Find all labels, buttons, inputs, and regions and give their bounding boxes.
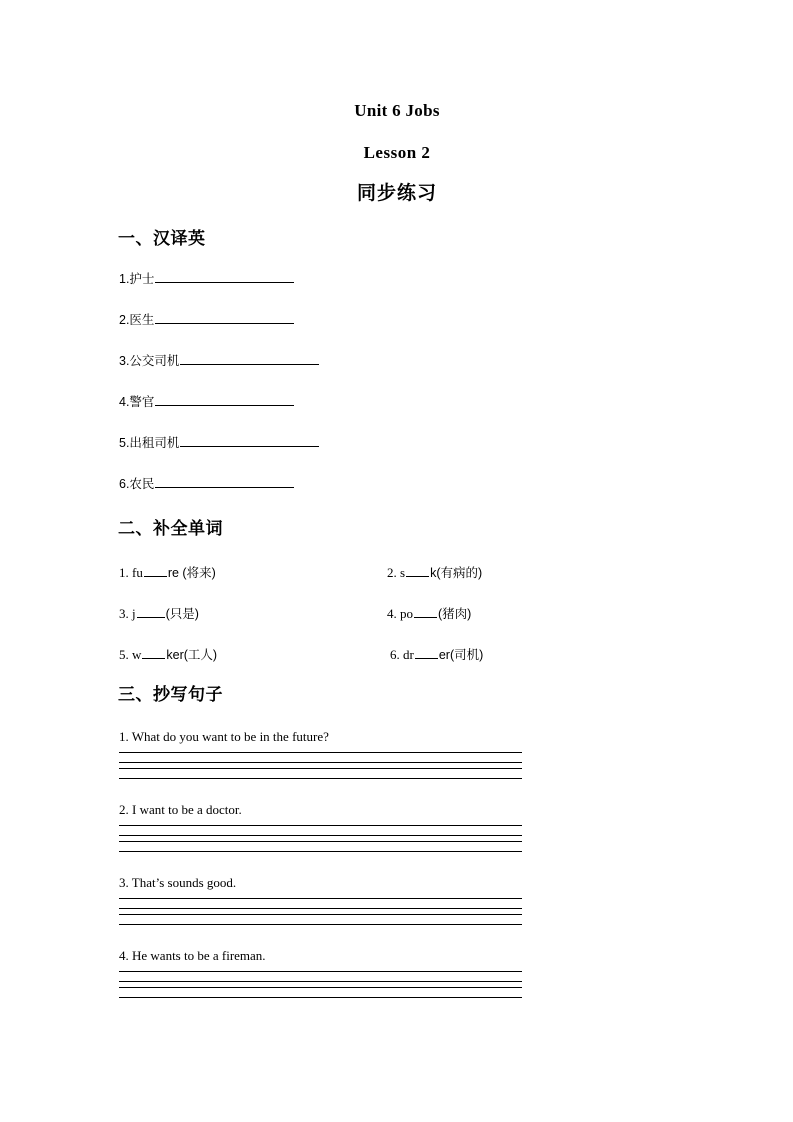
list-item [119,475,519,516]
word-item-prefix: w [132,647,142,662]
title-block [118,100,676,206]
writing-lines[interactable] [119,898,522,925]
section-heading-translate: 一、汉译英 [118,229,206,248]
word-item-number: 3. [119,606,132,621]
word-item-number: 4. [387,606,400,621]
writing-line[interactable] [119,914,522,915]
writing-line-pair [119,841,522,852]
section-heading-copy-sentences: 三、抄写句子 [118,685,223,704]
writing-line[interactable] [119,762,522,763]
writing-lines[interactable] [119,825,522,852]
word-item-1 [119,565,216,581]
translation-item-label: 4.警官 [119,395,155,409]
word-item-suffix: (猪肉) [438,607,472,621]
writing-line-pair [119,987,522,998]
lesson-title: Lesson 2 [363,143,431,162]
word-item-suffix: er(司机) [438,648,484,662]
word-row [119,647,679,688]
writing-line[interactable] [119,908,522,909]
writing-line-pair [119,768,522,779]
answer-blank[interactable] [155,270,294,283]
word-item-suffix: (只是) [165,607,199,621]
word-blank[interactable] [414,606,437,618]
word-item-number: 5. [119,647,132,662]
page-title: Unit 6 Jobs [354,101,440,120]
writing-lines[interactable] [119,971,522,998]
list-item [119,393,519,434]
translation-list [119,270,519,516]
writing-line[interactable] [119,898,522,899]
writing-lines[interactable] [119,752,522,779]
writing-line[interactable] [119,971,522,972]
word-row [119,606,679,647]
translation-item-label: 6.农民 [119,477,155,491]
word-item-6 [390,647,483,663]
word-row [119,565,679,606]
writing-line[interactable] [119,997,522,998]
word-item-number: 1. [119,565,132,580]
word-blank[interactable] [406,565,429,577]
list-item [119,270,519,311]
answer-blank[interactable] [155,393,294,406]
copy-sentence-block [119,875,523,925]
answer-blank[interactable] [180,434,319,447]
translation-item-label: 1.护士 [119,272,155,286]
word-blank[interactable] [137,606,165,618]
word-item-suffix: ker(工人) [166,648,218,662]
list-item [119,434,519,475]
writing-line-pair [119,898,522,909]
copy-sentence-text: 4. He wants to be a fireman. [119,948,266,963]
writing-line-pair [119,971,522,982]
translation-item-label: 5.出租司机 [119,436,180,450]
answer-blank[interactable] [180,352,319,365]
word-item-4 [387,606,471,622]
writing-line[interactable] [119,924,522,925]
writing-line-pair [119,825,522,836]
copy-sentence-block [119,948,523,998]
word-item-prefix: po [400,606,413,621]
writing-line-pair [119,914,522,925]
writing-line[interactable] [119,851,522,852]
word-completion-grid [119,565,679,688]
word-item-prefix: fu [132,565,143,580]
word-blank[interactable] [142,647,165,659]
copy-sentence-text: 1. What do you want to be in the future? [119,729,329,744]
word-blank[interactable] [144,565,167,577]
section-heading-complete-words: 二、补全单词 [118,519,223,538]
copy-sentence-block [119,802,523,852]
translation-item-label: 3.公交司机 [119,354,180,368]
list-item [119,311,519,352]
word-item-2 [387,565,482,581]
word-item-number: 6. [390,647,403,662]
copy-sentence-block [119,729,523,779]
word-blank[interactable] [415,647,438,659]
word-item-suffix: k(有病的) [430,566,483,580]
word-item-suffix: re (将来) [167,566,216,580]
writing-line[interactable] [119,825,522,826]
writing-line[interactable] [119,768,522,769]
writing-line[interactable] [119,835,522,836]
writing-line[interactable] [119,752,522,753]
word-item-number: 2. [387,565,400,580]
exercise-title: 同步练习 [356,183,437,204]
word-item-prefix: s [400,565,406,580]
translation-item-label: 2.医生 [119,313,155,327]
writing-line[interactable] [119,778,522,779]
writing-line-pair [119,752,522,763]
writing-line[interactable] [119,987,522,988]
list-item [119,352,519,393]
word-item-prefix: j [132,606,136,621]
copy-sentence-text: 2. I want to be a doctor. [119,802,242,817]
copy-sentence-text: 3. That’s sounds good. [119,875,237,890]
word-item-3 [119,606,199,622]
answer-blank[interactable] [155,475,294,488]
word-item-5 [119,647,217,663]
word-item-prefix: dr [403,647,414,662]
answer-blank[interactable] [155,311,294,324]
writing-line[interactable] [119,841,522,842]
writing-line[interactable] [119,981,522,982]
